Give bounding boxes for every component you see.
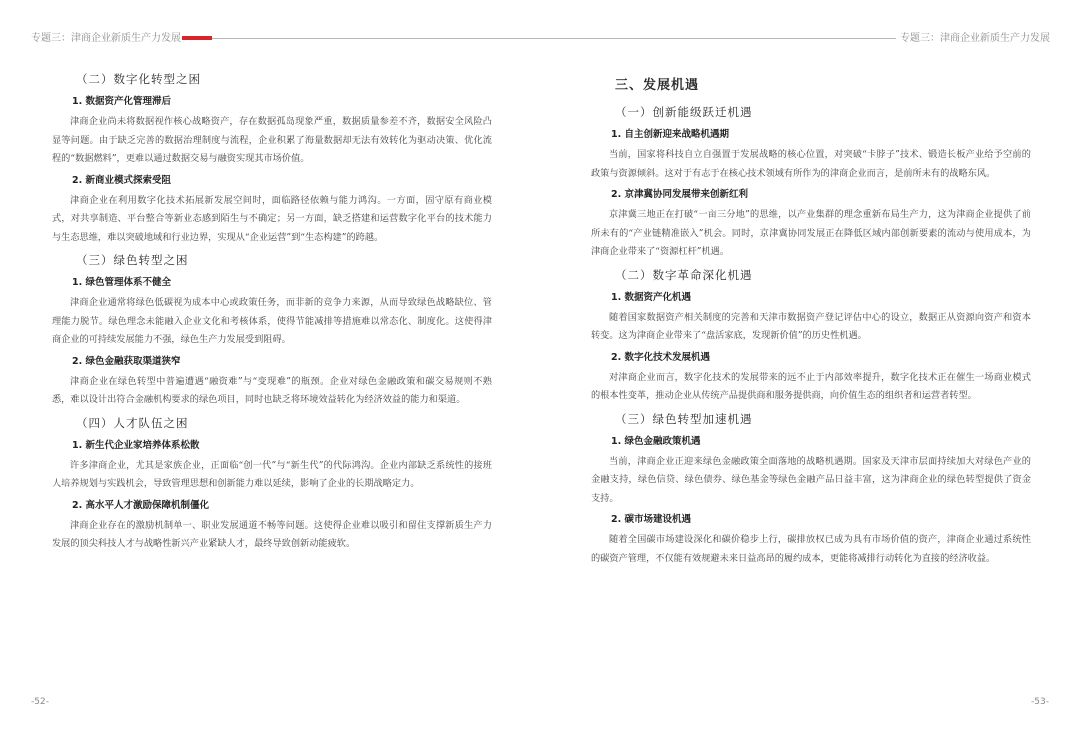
body-paragraph: 许多津商企业，尤其是家族企业，正面临“创一代”与“新生代”的代际鸿沟。企业内部缺乏系统性的接班人培养规划与实践机会，导致管理思想和创新能力难以延续，影响了企业的长期战略定力。 xyxy=(52,459,492,489)
item-heading: 1. 数据资产化机遇 xyxy=(611,291,692,303)
header-right-title: 专题三：津商企业新质生产力发展 xyxy=(900,33,1050,44)
subsection-heading: （二）数字化转型之困 xyxy=(76,72,201,86)
body-paragraph: 当前，津商企业正迎来绿色金融政策全面落地的战略机遇期。国家及天津市层面持续加大对绿色产业的金融支持，绿色信贷、绿色债券、绿色基金等绿色金融产品日益丰富，这为津商企业的绿色转型提供了资金支持。 xyxy=(591,455,1031,504)
body-paragraph: 当前，国家将科技自立自强置于发展战略的核心位置，对突破“卡脖子”技术、锻造长板产业给予空前的政策与资源倾斜。这对于有志于在核心技术领域有所作为的津商企业而言，是前所未有的战略东风。 xyxy=(591,149,1031,179)
body-paragraph: 随着全国碳市场建设深化和碳价稳步上行，碳排放权已成为具有市场价值的资产，津商企业通过系统性的碳资产管理，不仅能有效规避未来日益高昂的履约成本，更能将减排行动转化为直接的经济收益。 xyxy=(591,534,1031,564)
item-heading: 1. 绿色金融政策机遇 xyxy=(611,435,701,447)
item-heading: 1. 新生代企业家培养体系松散 xyxy=(72,439,200,451)
subsection-heading: （一）创新能级跃迁机遇 xyxy=(615,105,753,119)
body-paragraph: 京津冀三地正在打破“一亩三分地”的思维，以产业集群的理念重新布局生产力，这为津商企业提供了前所未有的“产业链精准嵌入”机会。同时，京津冀协同发展正在降低区域内部创新要素的流动与使用成本，为津商企业带来了“资源杠杆”机遇。 xyxy=(591,209,1031,257)
item-heading: 2. 高水平人才激励保障机制僵化 xyxy=(72,499,210,511)
subsection-heading: （二）数字革命深化机遇 xyxy=(615,267,753,282)
subsection-heading: （三）绿色转型之困 xyxy=(76,253,189,267)
header-accent-bar xyxy=(182,36,212,40)
body-paragraph: 津商企业在绿色转型中普遍遭遇“融资难”与“变现难”的瓶颈。企业对绿色金融政策和碳交易规则不熟悉，难以设计出符合金融机构要求的绿色项目，同时也缺乏将环境效益转化为经济效益的能力和渠道。 xyxy=(52,375,492,405)
body-paragraph: 随着国家数据资产相关制度的完善和天津市数据资产登记评估中心的设立，数据正从资源向资产和资本转变。这为津商企业带来了“盘活家底，发现新价值”的历史性机遇。 xyxy=(591,311,1031,341)
item-heading: 2. 碳市场建设机遇 xyxy=(611,514,692,525)
item-heading: 1. 绿色管理体系不健全 xyxy=(72,277,172,288)
left-page-content xyxy=(52,70,492,558)
body-paragraph: 津商企业在利用数字化技术拓展新发展空间时，面临路径依赖与能力鸿沟。一方面，固守原有商业模式，对共享制造、平台整合等新业态感到陌生与不确定；另一方面，缺乏搭建和运营数字化平台的技术能力与生态思维，难以突破地域和行业边界，实现从“企业运营”到“生态构建”的跨越。 xyxy=(52,194,492,243)
header-divider-right xyxy=(541,38,896,39)
item-heading: 2. 京津冀协同发展带来创新红利 xyxy=(611,189,749,200)
item-heading: 1. 数据资产化管理滞后 xyxy=(72,96,172,107)
right-page-number: -53- xyxy=(1031,697,1049,707)
header-left-title: 专题三：津商企业新质生产力发展 xyxy=(31,33,181,44)
item-heading: 2. 新商业模式探索受阻 xyxy=(72,174,172,186)
body-paragraph: 津商企业存在的激励机制单一、职业发展通道不畅等问题。这使得企业难以吸引和留住支撑新质生产力发展的顶尖科技人才与战略性新兴产业紧缺人才，最终导致创新动能疲软。 xyxy=(52,519,492,549)
left-page-number: -52- xyxy=(31,697,49,707)
right-page-content xyxy=(591,70,1031,572)
subsection-heading: （三）绿色转型加速机遇 xyxy=(615,411,753,426)
item-heading: 2. 绿色金融获取渠道狭窄 xyxy=(72,355,181,367)
subsection-heading: （四）人才队伍之困 xyxy=(76,415,189,430)
header-divider-left xyxy=(211,38,541,39)
item-heading: 1. 自主创新迎来战略机遇期 xyxy=(611,129,730,140)
section-heading: 三、发展机遇 xyxy=(615,78,700,93)
body-paragraph: 对津商企业而言，数字化技术的发展带来的远不止于内部效率提升，数字化技术正在催生一场商业模式的根本性变革，推动企业从传统产品提供商和服务提供商，向价值生态的组织者和运营者转型。 xyxy=(591,371,1031,401)
item-heading: 2. 数字化技术发展机遇 xyxy=(611,351,711,363)
body-paragraph: 津商企业通常将绿色低碳视为成本中心或政策任务，而非新的竞争力来源，从而导致绿色战略缺位、管理能力脱节。绿色理念未能融入企业文化和考核体系，使得节能减排等措施难以常态化、制度化。这使得津商企业的可持续发展能力不强，绿色生产力发展受到阻碍。 xyxy=(52,297,492,345)
body-paragraph: 津商企业尚未将数据视作核心战略资产，存在数据孤岛现象严重，数据质量参差不齐，数据安全风险凸显等问题。由于缺乏完善的数据治理制度与流程，企业积累了海量数据却无法有效转化为驱动决策、优化流程的“数据燃料”，更难以通过数据交易与融资实现其市场价值。 xyxy=(52,116,492,164)
